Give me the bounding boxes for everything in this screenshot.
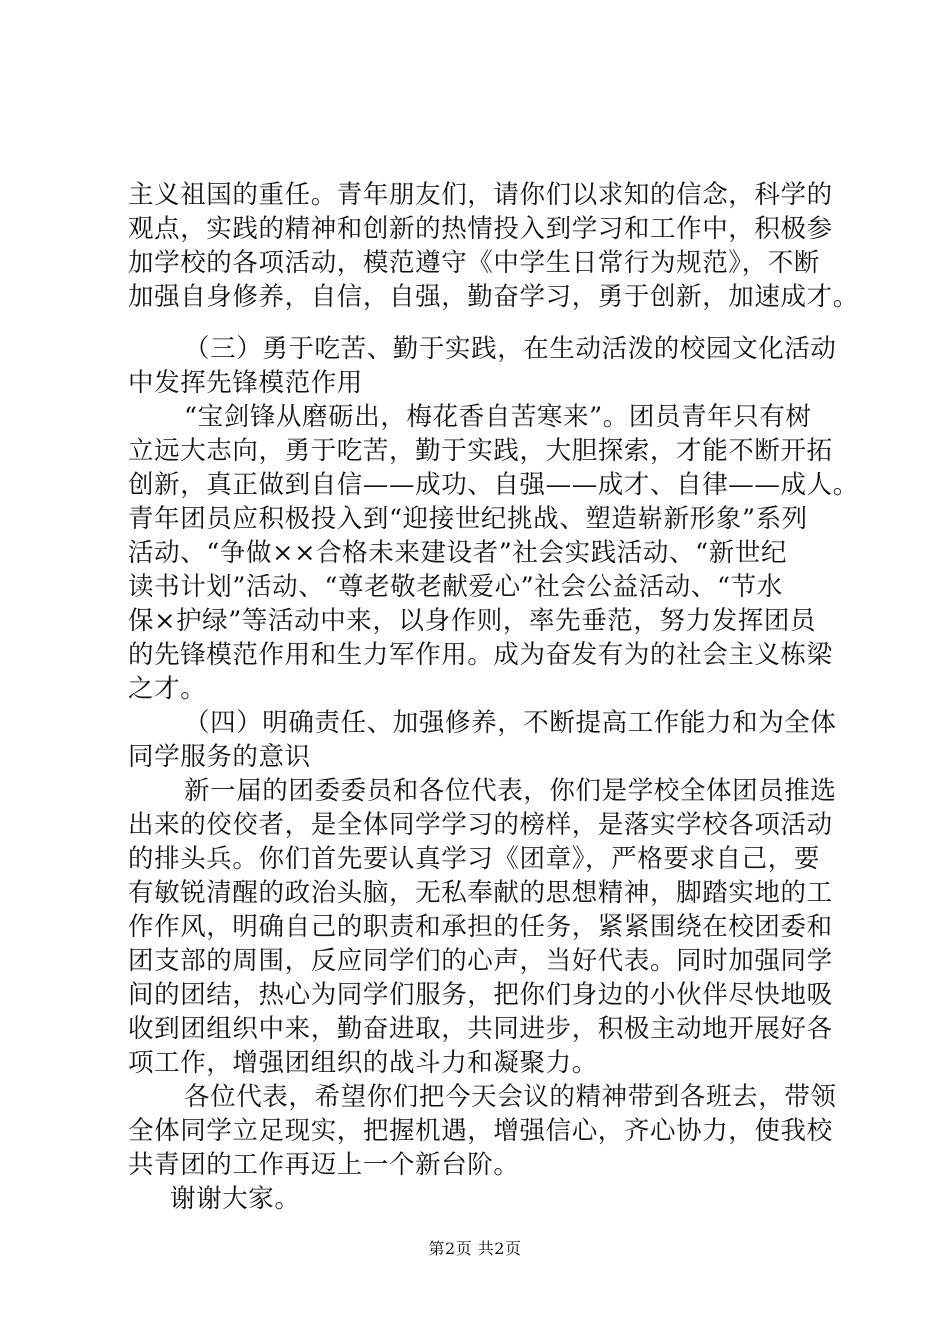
text-line: 加学校的各项活动，模范遵守《中学生日常行为规范》，不断 [128,248,820,278]
text-line: 主义祖国的重任。青年朋友们，请你们以求知的信念，科学的 [128,180,833,210]
section-heading-4-cont: 同学服务的意识 [128,742,311,772]
paragraph-line: 作作风，明确自己的职责和承担的任务，紧紧围绕在校团委和 [128,912,833,942]
paragraph-line: 创新，真正做到自信——成功、自强——成才、自律——成人。 [128,470,859,500]
paragraph-line: 全体同学立足现实，把握机遇，增强信心，齐心协力，使我校 [128,1116,833,1146]
paragraph-line: 间的团结，热心为同学们服务，把你们身边的小伙伴尽快地吸 [128,980,833,1010]
closing-line: 谢谢大家。 [170,1184,301,1214]
paragraph-line: 共青团的工作再迈上一个新台阶。 [128,1150,520,1180]
paragraph-line: 活动、“争做××合格未来建设者”社会实践活动、“新世纪 [128,538,788,568]
paragraph-line: 立远大志向，勇于吃苦，勤于实践，大胆探索，才能不断开拓 [128,436,833,466]
paragraph-line: 项工作，增强团组织的战斗力和凝聚力。 [128,1048,598,1078]
paragraph-line: 收到团组织中来，勤奋进取，共同进步，积极主动地开展好各 [128,1014,833,1044]
paragraph-line: 有敏锐清醒的政治头脑，无私奉献的思想精神，脚踏实地的工 [128,878,833,908]
paragraph-line: 青年团员应积极投入到“迎接世纪挑战、塑造崭新形象”系列 [128,504,808,534]
paragraph-line: 的排头兵。你们首先要认真学习《团章》，严格要求自己，要 [128,844,820,874]
paragraph-line: 团支部的周围，反应同学们的心声，当好代表。同时加强同学 [128,946,833,976]
paragraph-line: 保×护绿”等活动中来，以身作则，率先垂范，努力发挥团员 [128,606,817,636]
paragraph-line: 读书计划”活动、“尊老敬老献爱心”社会公益活动、“节水 [128,572,783,602]
page-footer: 第2页 共2页 [428,1239,522,1258]
paragraph-line: 出来的佼佼者，是全体同学学习的榜样，是落实学校各项活动 [128,810,833,840]
section-heading-3-cont: 中发挥先锋模范作用 [128,368,363,398]
paragraph-line: 之才。 [128,674,207,704]
section-heading-4: （四）明确责任、加强修养，不断提高工作能力和为全体 [184,708,837,738]
section-heading-3: （三）勇于吃苦、勤于实践，在生动活泼的校园文化活动 [184,334,837,364]
text-line: 加强自身修养，自信，自强，勤奋学习，勇于创新，加速成才。 [128,282,859,312]
paragraph-line: 各位代表，希望你们把今天会议的精神带到各班去，带领 [184,1082,837,1112]
paragraph-line: 的先锋模范作用和生力军作用。成为奋发有为的社会主义栋梁 [128,640,833,670]
paragraph-line: 新一届的团委委员和各位代表，你们是学校全体团员推选 [184,776,837,806]
text-line: 观点，实践的精神和创新的热情投入到学习和工作中，积极参 [128,214,833,244]
paragraph-line: “宝剑锋从磨砺出，梅花香自苦寒来”。团员青年只有树 [184,402,812,432]
